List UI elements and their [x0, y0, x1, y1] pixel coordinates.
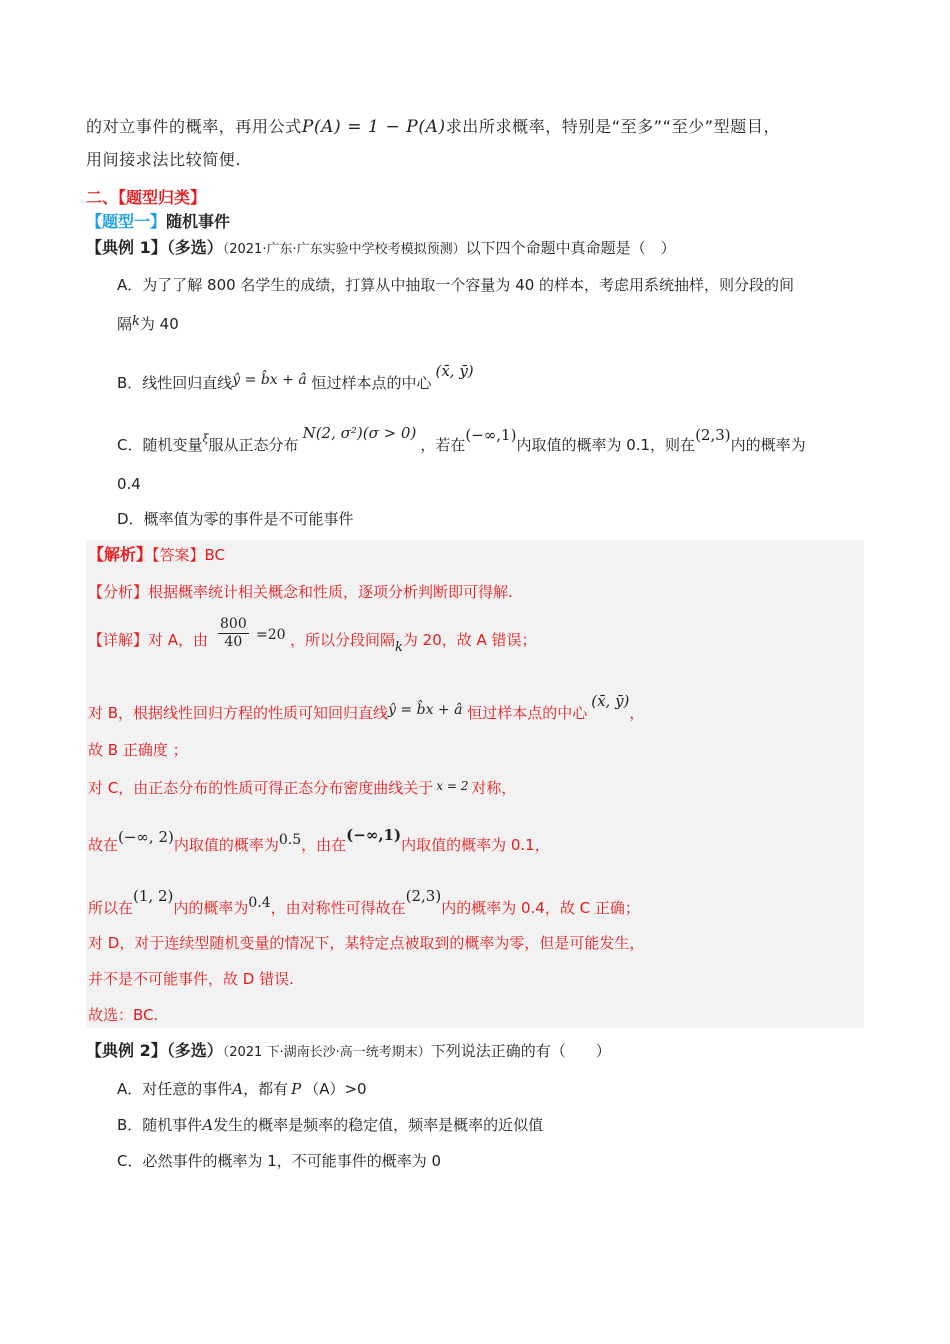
option-c-text-e: 内的概率为 — [730, 436, 806, 454]
detail-tag: 【详解】 — [88, 631, 149, 649]
example-1-stem — [86, 237, 676, 261]
option-c-text: C．随机变量 — [117, 436, 203, 454]
detail-c-line-1 — [88, 775, 516, 799]
answer-value: BC — [204, 546, 226, 564]
ex2-b-text-b: 发生的概率是频率的稳定值，频率是概率的近似值 — [213, 1116, 544, 1134]
detail-c3-text-c: ，由对称性可得故在 — [270, 899, 406, 917]
option-c-xi: ξ — [202, 432, 209, 445]
detail-b-text-b: 恒过样本点的中心 — [467, 704, 588, 722]
intro-line-1 — [86, 116, 780, 138]
type-heading — [86, 211, 230, 233]
type-title: 随机事件 — [166, 212, 231, 231]
analysis-text: 根据概率统计相关概念和性质，逐项分析判断即可得解. — [148, 583, 513, 601]
fraction-numerator: 800 — [220, 616, 247, 632]
detail-a-cont — [290, 629, 537, 659]
detail-c2-text-d: 内取值的概率为 0.1， — [401, 836, 550, 854]
detail-b-comma: ， — [629, 704, 645, 722]
detail-c3-prob: 0.4 — [248, 895, 271, 911]
option-b-text-b: 恒过样本点的中心 — [311, 374, 432, 392]
detail-c2-interval-2: (−∞,1) — [346, 826, 402, 844]
ex2-a-text: A．对任意的事件 — [117, 1080, 233, 1098]
detail-c3-interval: (1, 2) — [133, 887, 174, 905]
option-a-line-1: A．为了了解 800 名学生的成绩，打算从中抽取一个容量为 40 的样本，考虑用系统抽样，则分段的间 — [117, 276, 795, 294]
detail-b-center: (x̄, ȳ) — [591, 692, 630, 710]
example-1-tag: 【典例 1】 — [86, 238, 167, 257]
option-b-regression-eq: ŷ = b̂x + â — [232, 372, 307, 388]
analysis-tag: 【分析】 — [88, 583, 149, 601]
option-b-text: B．线性回归直线 — [117, 374, 233, 392]
option-a-line-2 — [117, 311, 179, 335]
section-heading: 二、【题型归类】 — [86, 188, 207, 207]
detail-c2-text-c: ，由在 — [301, 836, 347, 854]
detail-a-fraction — [216, 616, 251, 651]
fraction-denominator: 40 — [224, 634, 243, 650]
ex2-b-event: A — [202, 1116, 214, 1134]
example-2-source: （2021 下·湖南长沙·高一统考期末） — [222, 1045, 431, 1060]
detail-c2-text-b: 内取值的概率为 — [173, 836, 279, 854]
detail-c3-interval-2: (2,3) — [405, 887, 442, 905]
ex2-a-event: A — [232, 1080, 244, 1098]
ex2-b-text: B．随机事件 — [117, 1116, 203, 1134]
detail-c2-interval: (−∞, 2) — [118, 828, 174, 846]
example-1-multi: （多选） — [166, 238, 223, 257]
intro-text: 的对立事件的概率，再用公式 — [86, 117, 302, 136]
type-tag: 【题型一】 — [86, 212, 167, 231]
solution-tag: 【解析】 — [88, 545, 153, 564]
example-2-option-b — [117, 1114, 543, 1136]
detail-c2-prob: 0.5 — [278, 832, 302, 848]
detail-c3-text-d: 内的概率为 0.4，故 C 正确； — [441, 899, 640, 917]
ex2-a-text-b: ，都有 — [243, 1080, 289, 1098]
option-c-interval-2: (2,3) — [695, 426, 731, 444]
option-b — [117, 360, 474, 394]
example-2-stem — [86, 1040, 611, 1064]
detail-b-line-2: 故 B 正确度 ； — [88, 741, 188, 759]
final-answer: 故选：BC. — [88, 1006, 159, 1024]
solution-analysis — [88, 581, 513, 603]
example-2-option-c: C．必然事件的概率为 1，不可能事件的概率为 0 — [117, 1152, 442, 1170]
detail-d-line-2: 并不是不可能事件，故 D 错误. — [88, 970, 294, 988]
ex2-a-text-c: （A）>0 — [304, 1080, 367, 1098]
detail-b — [88, 690, 644, 724]
option-c-normal: N(2, σ²)(σ > 0) — [302, 424, 417, 442]
ex2-a-p: P — [291, 1080, 302, 1098]
example-2-option-a — [117, 1078, 367, 1100]
detail-c3-text: 所以在 — [88, 899, 134, 917]
option-a-k: k — [132, 314, 140, 329]
detail-a-text: 对 A，由 — [148, 631, 209, 649]
option-a-text-b: 为 40 — [139, 315, 179, 333]
detail-b-text: 对 B，根据线性回归方程的性质可知回归直线 — [88, 704, 389, 722]
option-c-interval-1: (−∞,1) — [465, 426, 517, 444]
option-c-text-d: 内取值的概率为 0.1，则在 — [516, 436, 696, 454]
detail-c-text-b: 对称， — [471, 779, 517, 797]
option-d: D．概率值为零的事件是不可能事件 — [117, 510, 354, 528]
detail-a-text-c: 为 20，故 A 错误； — [402, 631, 537, 649]
complement-formula: P(A) = 1 − P(A) — [301, 117, 446, 137]
detail-a-k: k — [395, 640, 403, 655]
option-c-text-b: 服从正态分布 — [208, 436, 299, 454]
solution-answer-line — [88, 544, 225, 566]
detail-d-line-1: 对 D，对于连续型随机变量的情况下，某特定点被取到的概率为零，但是可能发生， — [88, 934, 645, 952]
option-a-text: 隔 — [117, 315, 133, 333]
detail-c3-text-b: 内的概率为 — [173, 899, 249, 917]
detail-c-text: 对 C，由正态分布的性质可得正态分布密度曲线关于 — [88, 779, 434, 797]
intro-line-2: 用间接求法比较简便. — [86, 150, 242, 169]
intro-text-cont: 求出所求概率，特别是“至多”“至少”型题目， — [445, 117, 781, 136]
example-2-multi: （多选） — [166, 1041, 223, 1060]
detail-a — [88, 629, 208, 651]
example-1-source: （2021·广东·广东实验中学校考模拟预测） — [222, 242, 466, 257]
answer-tag: 【答案】 — [152, 546, 205, 564]
example-1-question: 以下四个命题中真命题是（ ） — [465, 239, 676, 257]
detail-a-text-b: ，所以分段间隔 — [290, 631, 396, 649]
option-c-line-1 — [117, 422, 806, 456]
option-c-line-2: 0.4 — [117, 475, 141, 493]
option-c-text-c: ，若在 — [420, 436, 466, 454]
example-2-tag: 【典例 2】 — [86, 1041, 167, 1060]
fraction-result: =20 — [256, 627, 286, 643]
detail-c-line-2 — [88, 824, 550, 856]
option-b-center: (x̄, ȳ) — [435, 362, 474, 380]
detail-b-regression-eq: ŷ = b̂x + â — [388, 702, 463, 718]
detail-c-symmetry: x = 2 — [436, 779, 469, 793]
detail-c2-text: 故在 — [88, 836, 119, 854]
example-2-question: 下列说法正确的有（ ） — [430, 1042, 611, 1060]
detail-c-line-3 — [88, 885, 640, 919]
